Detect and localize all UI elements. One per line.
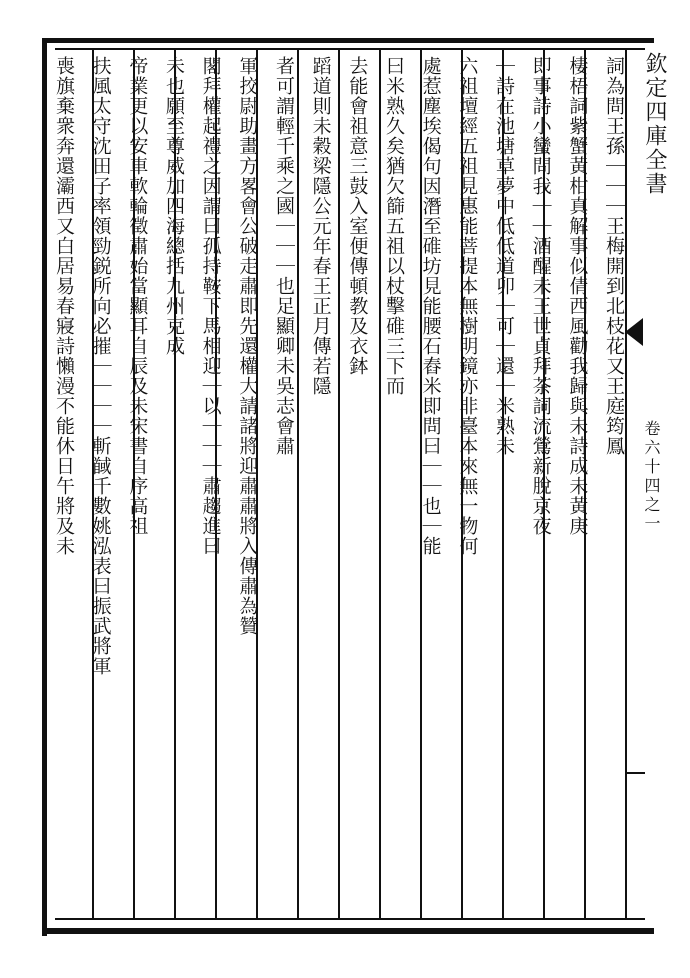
border-bottom	[42, 928, 654, 934]
text-column-9: 蹈道則未穀梁隱公元年春王正月傳若隱	[309, 56, 332, 396]
text-column-13: 未也願至尊威加四海總括九州克成	[163, 56, 185, 356]
text-column-1: 詞為問王孫｜｜｜王梅開到北枝花又王庭筠鳳	[603, 56, 625, 456]
border-left	[42, 38, 47, 936]
text-column-15: 扶風太守沈田子率領勁鋭所向必摧｜｜｜｜斬馘千數姚泓表曰振武將軍	[89, 56, 112, 676]
text-column-5: 六祖壇經五祖見惠能菩提本無樹明鏡亦非臺本來無一物何	[456, 56, 479, 556]
text-column-4: ｜詩在池塘草夢中低低道卯｜可｜還｜米熟未	[493, 56, 515, 456]
text-column-7: 曰米熟久矣猶欠篩五祖以杖擊碓三下而	[383, 56, 405, 396]
text-column-6: 處惹塵埃偈句因潛至碓坊見能腰石舂米即問曰｜｜也｜能	[419, 56, 442, 556]
text-column-11: 軍挍尉助畫方畧會公破走肅即先還權大請諸將迎肅肅將入傳肅為贊	[236, 56, 259, 636]
text-column-14: 帝業更以安車軟輪徵肅始當顯耳自辰及未宋書自序高祖	[126, 56, 149, 536]
volume-label: 卷六十四之一	[642, 420, 661, 534]
border-top	[42, 38, 654, 43]
text-column-8: 去能會祖意三鼓入室便傳頓教及衣鉢	[346, 56, 369, 376]
book-title: 欽定四庫全書	[642, 52, 667, 196]
text-column-2: 棲梧詞紫蟹黃柑真解事似倩西風勸我歸與未詩成未黃庚	[566, 56, 589, 536]
column-rule	[338, 50, 340, 918]
text-column-16: 喪旗棄衆奔還灞西又白居易春寢詩懶漫不能休日午將及未	[53, 56, 75, 556]
inner-border-top	[55, 48, 645, 50]
text-column-10: 者可謂輕千乘之國｜｜｜也足顯卿未吳志會肅	[273, 56, 295, 456]
fish-tail-line	[625, 772, 645, 774]
text-column-12: 閣拜權起禮之因謂曰孤持鞍下馬相迎｜以｜｜｜肅趨進曰	[199, 56, 222, 556]
text-column-3: 即事詩小蠻問我｜｜酒醒未王世貞拜茶詞流鶯新脫京夜	[529, 56, 552, 536]
inner-border-bottom	[55, 918, 645, 920]
